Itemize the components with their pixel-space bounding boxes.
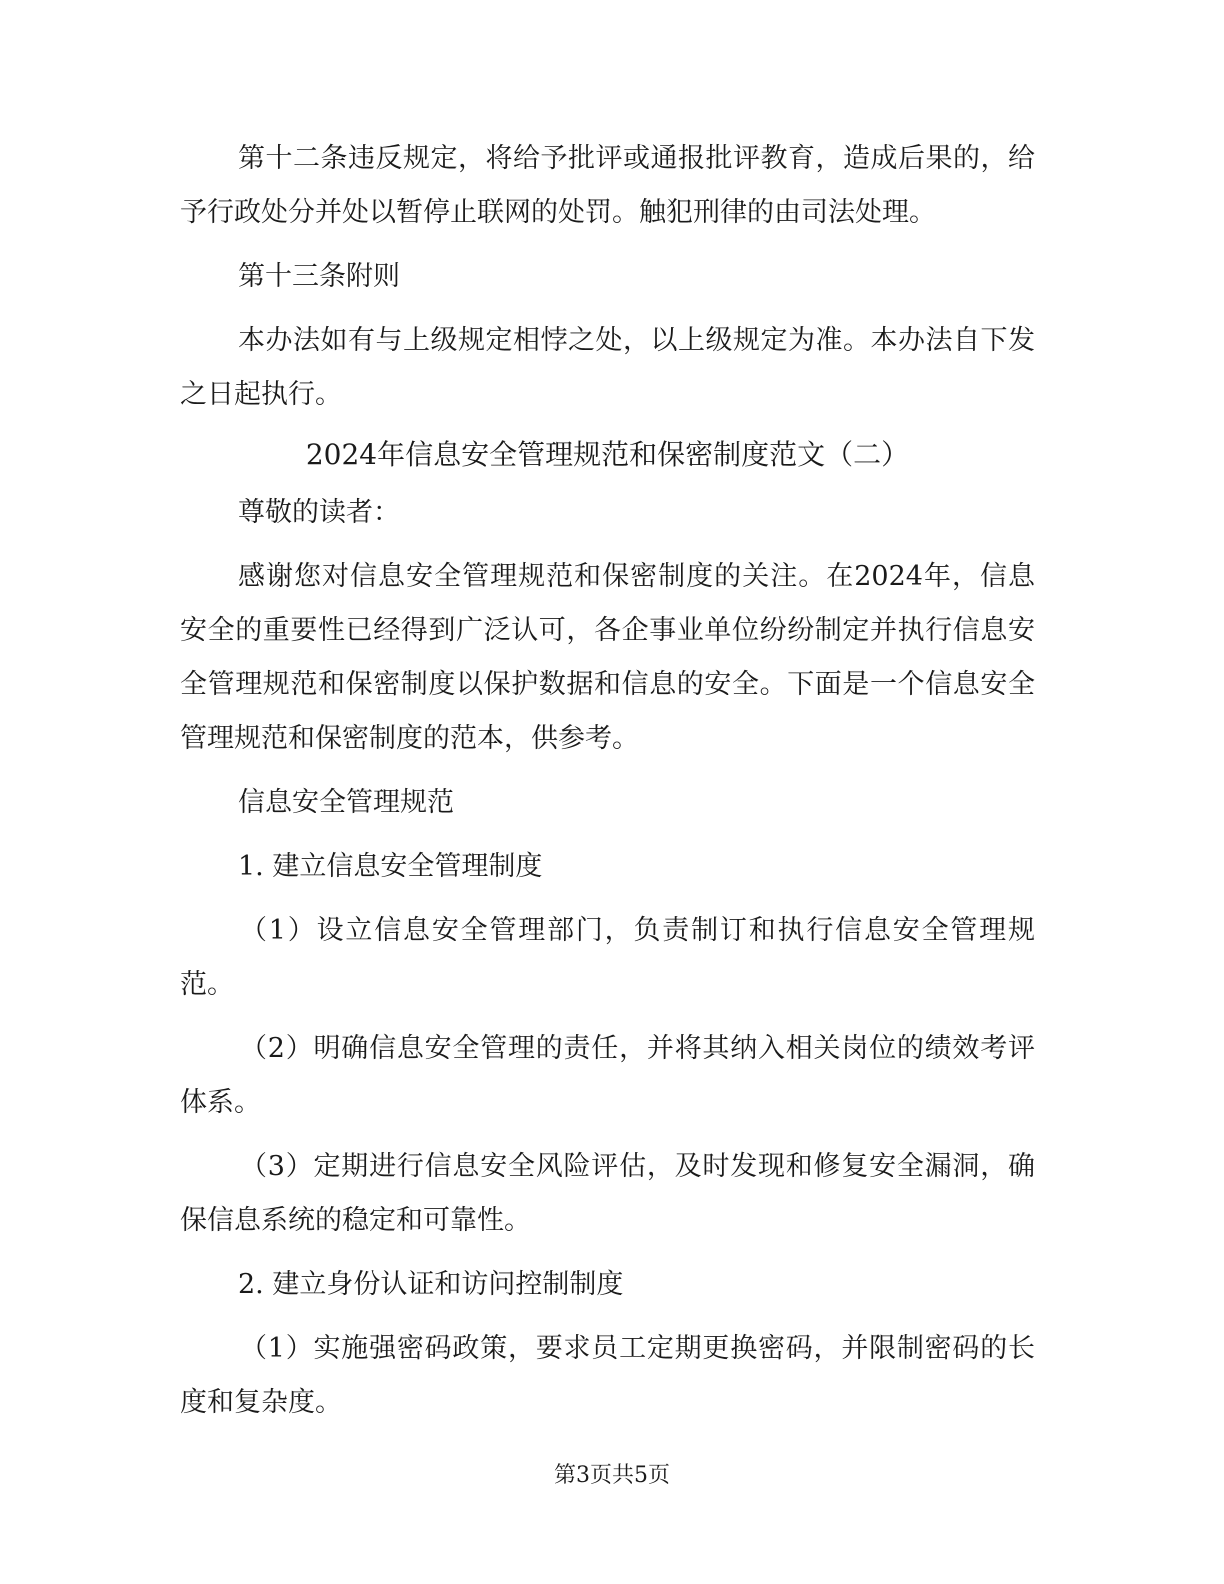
document-body: [180, 132, 1035, 1430]
item-2-heading: 2. 建立身份认证和访问控制制度: [238, 1269, 624, 1300]
item-1-1: （1）设立信息安全管理部门，负责制订和执行信息安全管理规范。: [180, 915, 1035, 1000]
item-2-1: （1）实施强密码政策，要求员工定期更换密码，并限制密码的长度和复杂度。: [180, 1333, 1035, 1418]
item-1-3: （3）定期进行信息安全风险评估，及时发现和修复安全漏洞，确保信息系统的稳定和可靠性。: [180, 1151, 1035, 1236]
article-13-paragraph: 本办法如有与上级规定相悖之处，以上级规定为准。本办法自下发之日起执行。: [180, 325, 1035, 410]
subheading-info-security: 信息安全管理规范: [238, 787, 454, 818]
article-13-heading: 第十三条附则: [238, 261, 400, 292]
section-title: 2024年信息安全管理规范和保密制度范文（二）: [305, 438, 910, 471]
item-1-2: （2）明确信息安全管理的责任，并将其纳入相关岗位的绩效考评体系。: [180, 1033, 1035, 1118]
salutation: 尊敬的读者：: [238, 497, 400, 528]
page-number-footer: 第3页共5页: [554, 1463, 670, 1488]
article-12-paragraph: 第十二条违反规定，将给予批评或通报批评教育，造成后果的，给予行政处分并处以暂停止联网的处罚。触犯刑律的由司法处理。: [180, 143, 1035, 228]
item-1-heading: 1. 建立信息安全管理制度: [238, 851, 543, 882]
intro-paragraph: 感谢您对信息安全管理规范和保密制度的关注。在2024年，信息安全的重要性已经得到广泛认可，各企事业单位纷纷制定并执行信息安全管理规范和保密制度以保护数据和信息的安全。下面是一个信息安全管理规范和保密制度的范本，供参考。: [180, 561, 1035, 754]
